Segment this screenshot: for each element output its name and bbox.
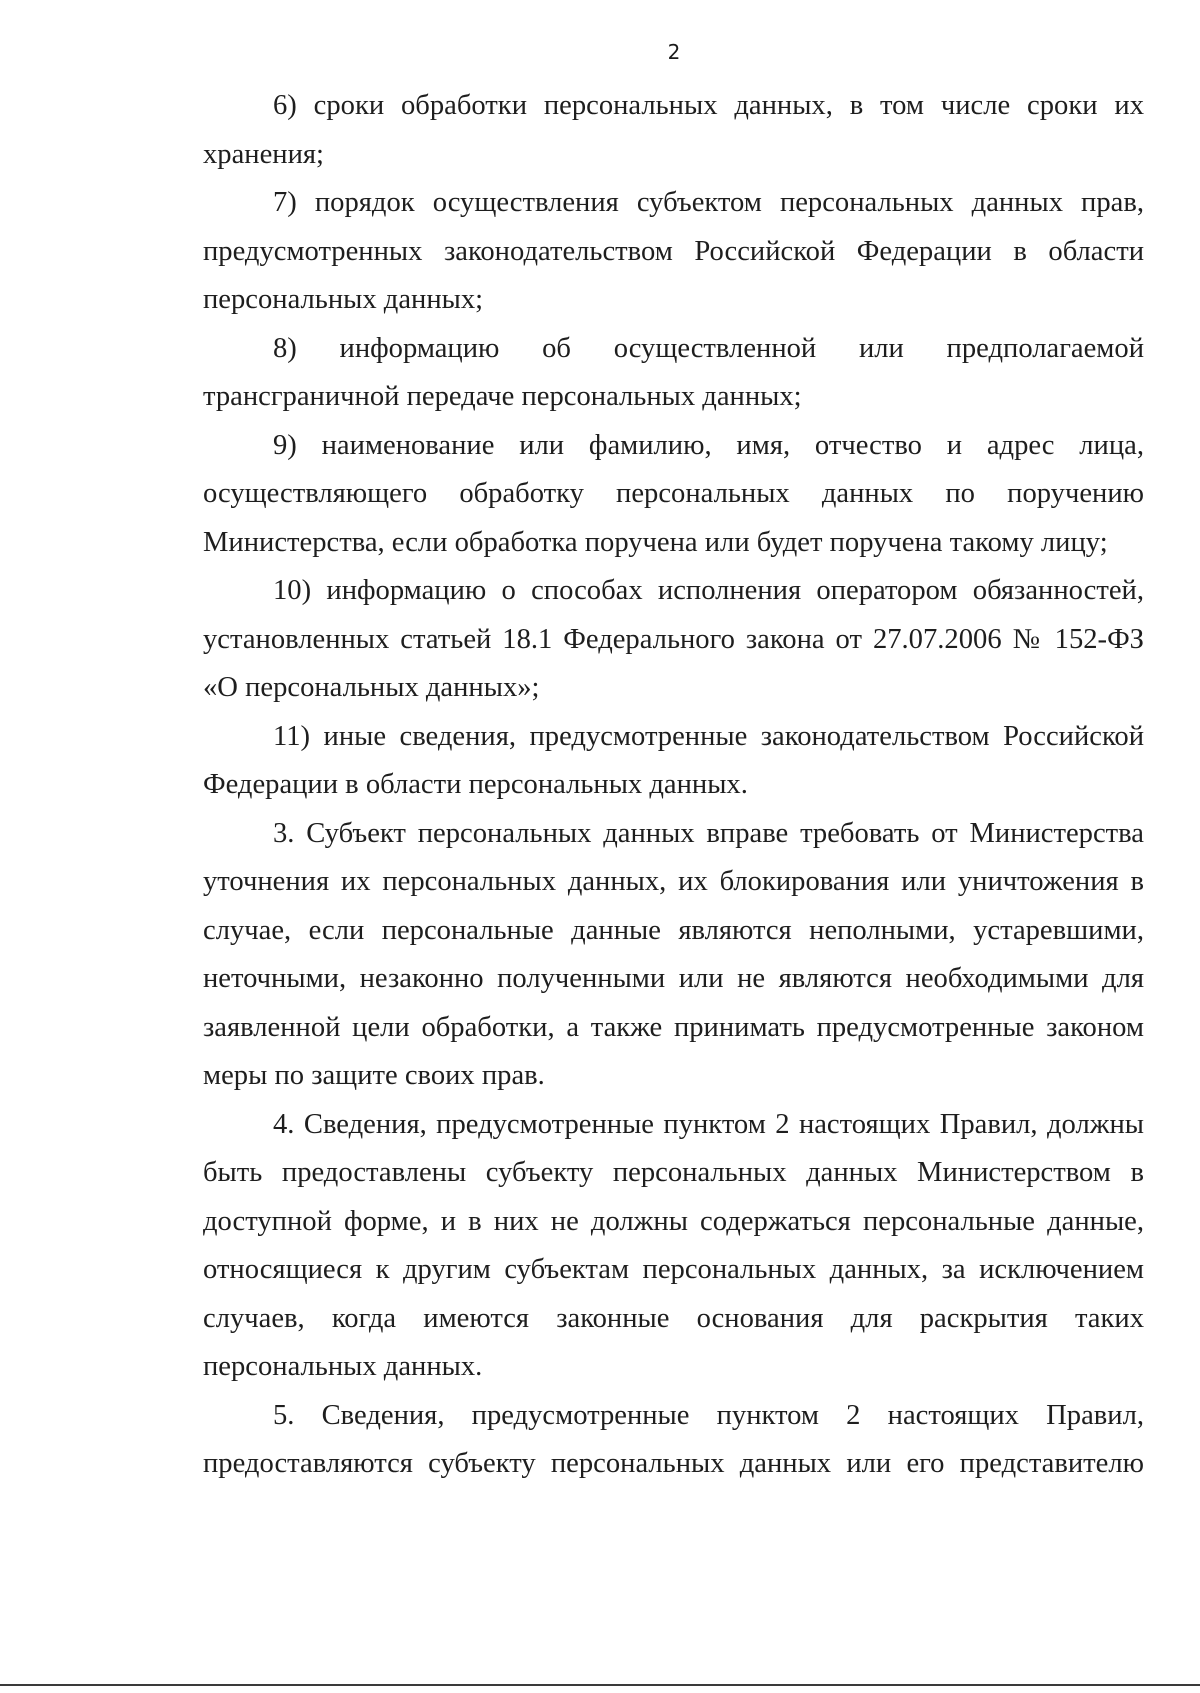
page-number: 2 bbox=[667, 40, 681, 64]
paragraph-item-6: 6) сроки обработки персональных данных, в том числе сроки их хранения; bbox=[203, 90, 1144, 170]
document-body bbox=[203, 82, 1144, 1489]
paragraph-item-7: 7) порядок осуществления субъектом персональных данных прав, предусмотренных законодательством Российской Федерации в области персональных данных; bbox=[203, 187, 1144, 315]
paragraph-clause-4: 4. Сведения, предусмотренные пунктом 2 настоящих Правил, должны быть предоставлены субъекту персональных данных Министерством в доступной форме, и в них не должны содержаться персональные данные, относящиеся к другим субъектам персональных данных, за исключением случаев, когда имеются законные основания для раскрытия таких персональных данных. bbox=[203, 1108, 1144, 1382]
paragraph-clause-5: 5. Сведения, предусмотренные пунктом 2 настоящих Правил, предоставляются субъекту персональных данных или его представителю bbox=[203, 1399, 1144, 1479]
paragraph-item-9: 9) наименование или фамилию, имя, отчество и адрес лица, осуществляющего обработку персональных данных по поручению Министерства, если обработка поручена или будет поручена такому лицу; bbox=[203, 429, 1144, 558]
paragraph-clause-3: 3. Субъект персональных данных вправе требовать от Министерства уточнения их персональных данных, их блокирования или уничтожения в случае, если персональные данные являются неполными, устаревшими, неточными, незаконно полученными или не являются необходимыми для заявленной цели обработки, а также принимать предусмотренные законом меры по защите своих прав. bbox=[203, 817, 1144, 1091]
paragraph-item-11: 11) иные сведения, предусмотренные законодательством Российской Федерации в области персональных данных. bbox=[203, 720, 1144, 800]
paragraph-item-8: 8) информацию об осуществленной или предполагаемой трансграничной передаче персональных данных; bbox=[203, 332, 1144, 412]
paragraph-item-10: 10) информацию о способах исполнения оператором обязанностей, установленных статьей 18.1 Федерального закона от 27.07.2006 № 152-ФЗ «О персональных данных»; bbox=[203, 575, 1144, 703]
page-bottom-rule bbox=[0, 1684, 1200, 1686]
